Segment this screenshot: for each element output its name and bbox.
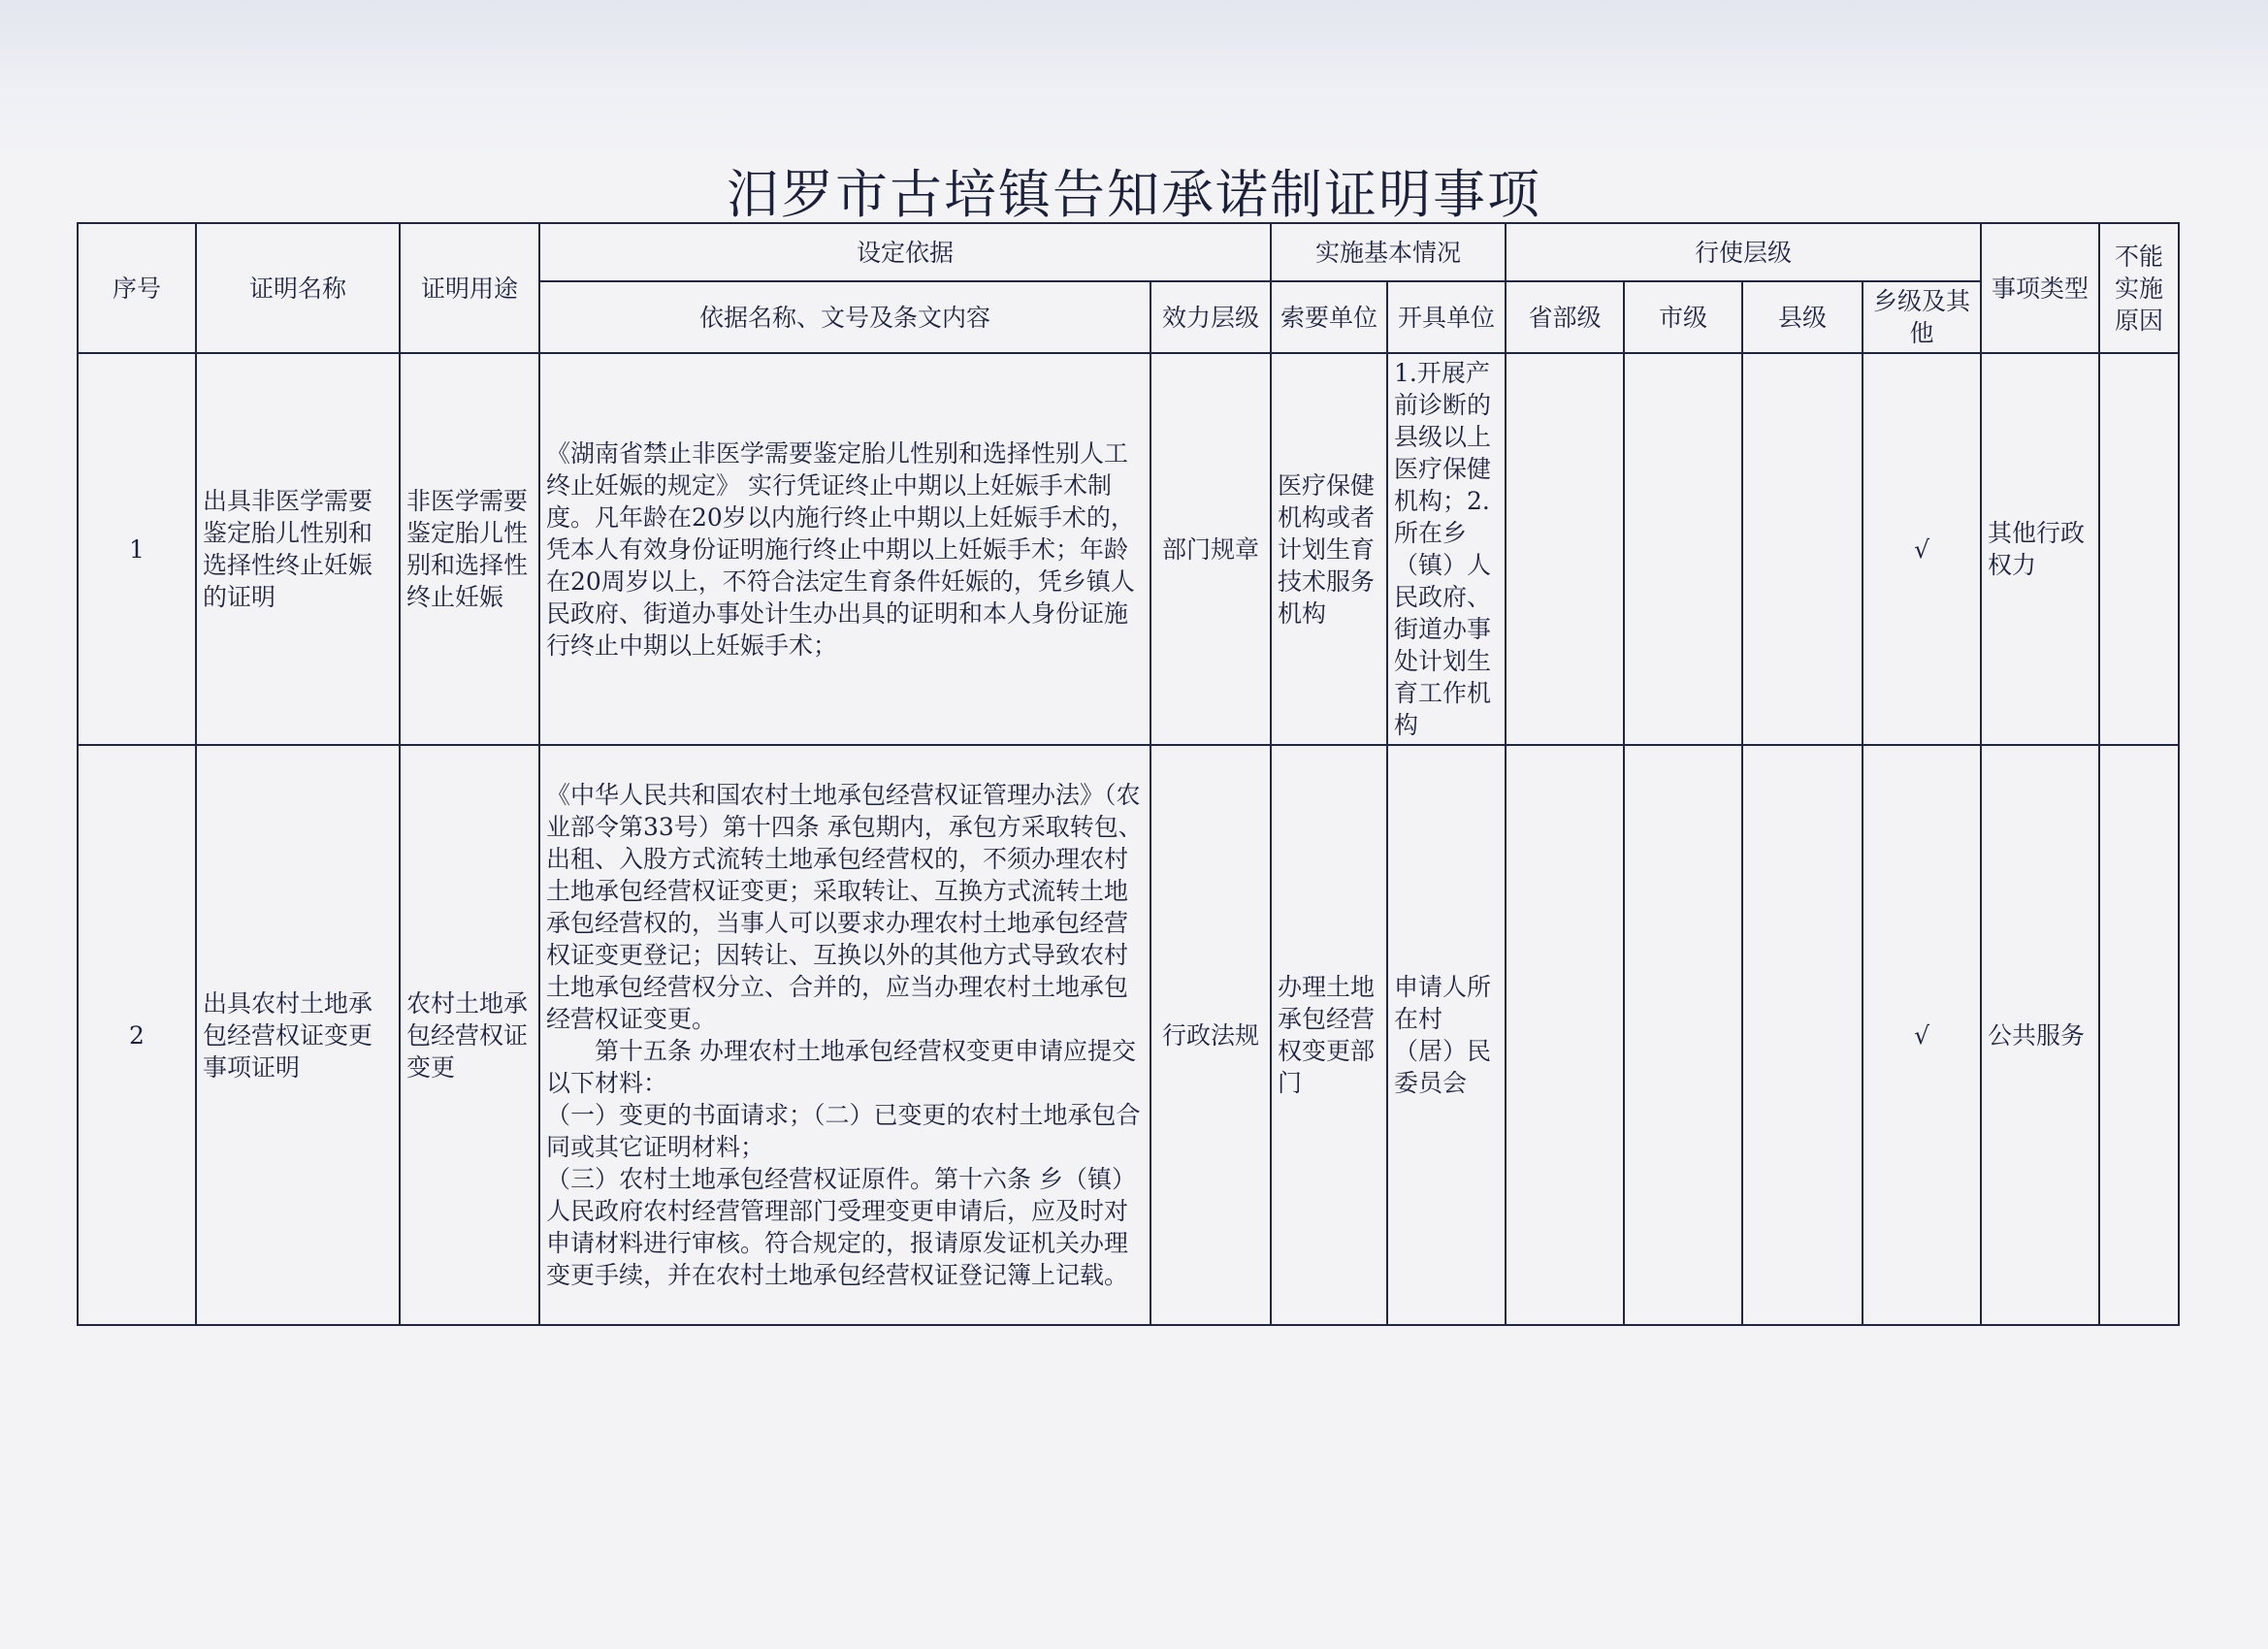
basis-paragraph: 《中华人民共和国农村土地承包经营权证管理办法》（农业部令第33号）第十四条 承包期内，承包方采取转包、出租、入股方式流转土地承包经营权的，不须办理农村土地承包经营权证变更；采取转让、互换方式流转土地承包经营权的，当事人可以要求办理农村土地承包经营权证变更登记；因转让、互换以外的其他方式导致农村土地承包经营权分立、合并的，应当办理农村土地承包经营权证变更。 xyxy=(546,781,1143,1033)
certification-table xyxy=(77,222,2180,1326)
header-basis-content: 依据名称、文号及条文内容 xyxy=(539,281,1150,353)
header-impl-group: 实施基本情况 xyxy=(1271,223,1506,281)
header-city: 市级 xyxy=(1624,281,1742,353)
row-item-type: 其他行政权力 xyxy=(1981,353,2099,745)
header-row-1 xyxy=(78,223,2179,281)
row-no-impl-reason xyxy=(2099,353,2179,745)
header-cert-name: 证明名称 xyxy=(196,223,400,353)
row-request-unit: 办理土地承包经营权变更部门 xyxy=(1271,745,1387,1325)
row-county xyxy=(1742,353,1863,745)
table-row xyxy=(78,745,2179,1325)
page-title: 汨罗市古培镇告知承诺制证明事项 xyxy=(727,164,1541,225)
header-no-impl-reason: 不能实施原因 xyxy=(2099,223,2179,353)
row-item-type: 公共服务 xyxy=(1981,745,2099,1325)
basis-paragraph: （一）变更的书面请求；（二）已变更的农村土地承包合同或其它证明材料； xyxy=(546,1101,1141,1161)
scan-shading xyxy=(0,0,2268,155)
header-issue-unit: 开具单位 xyxy=(1387,281,1506,353)
row-effect-level: 行政法规 xyxy=(1150,745,1271,1325)
row-seq: 2 xyxy=(78,745,196,1325)
basis-paragraph: （三）农村土地承包经营权证原件。第十六条 乡（镇）人民政府农村经营管理部门受理变更申请后，应及时对申请材料进行审核。符合规定的，报请原发证机关办理变更手续，并在农村土地承包经营权证登记簿上记载。 xyxy=(546,1165,1136,1289)
header-township: 乡级及其他 xyxy=(1863,281,1981,353)
row-city xyxy=(1624,353,1742,745)
header-item-type: 事项类型 xyxy=(1981,223,2099,353)
table-row xyxy=(78,353,2179,745)
basis-paragraph: 《湖南省禁止非医学需要鉴定胎儿性别和选择性别人工终止妊娠的规定》 实行凭证终止中期以上妊娠手术制度。凡年龄在20岁以内施行终止中期以上妊娠手术的，凭本人有效身份证明施行终止中期以上妊娠手术；年龄在20周岁以上，不符合法定生育条件妊娠的，凭乡镇人民政府、街道办事处计生办出具的证明和本人身份证施行终止中期以上妊娠手术； xyxy=(546,438,1135,660)
row-cert-name: 出具农村土地承包经营权证变更事项证明 xyxy=(196,745,400,1325)
header-basis-group: 设定依据 xyxy=(539,223,1271,281)
row-cert-use: 非医学需要鉴定胎儿性别和选择性终止妊娠 xyxy=(400,353,539,745)
row-township-check: √ xyxy=(1863,353,1981,745)
row-issue-unit: 申请人所在村（居）民委员会 xyxy=(1387,745,1506,1325)
header-effect-level: 效力层级 xyxy=(1150,281,1271,353)
row-request-unit: 医疗保健机构或者计划生育技术服务机构 xyxy=(1271,353,1387,745)
row-province xyxy=(1506,353,1624,745)
row-cert-use: 农村土地承包经营权证变更 xyxy=(400,745,539,1325)
row-no-impl-reason xyxy=(2099,745,2179,1325)
row-basis xyxy=(539,353,1150,745)
header-province: 省部级 xyxy=(1506,281,1624,353)
row-cert-name: 出具非医学需要鉴定胎儿性别和选择性终止妊娠的证明 xyxy=(196,353,400,745)
header-county: 县级 xyxy=(1742,281,1863,353)
row-effect-level: 部门规章 xyxy=(1150,353,1271,745)
row-city xyxy=(1624,745,1742,1325)
header-seq: 序号 xyxy=(78,223,196,353)
header-level-group: 行使层级 xyxy=(1506,223,1981,281)
header-request-unit: 索要单位 xyxy=(1271,281,1387,353)
row-province xyxy=(1506,745,1624,1325)
row-township-check: √ xyxy=(1863,745,1981,1325)
row-issue-unit: 1.开展产前诊断的县级以上医疗保健机构；2.所在乡（镇）人民政府、街道办事处计划生育工作机构 xyxy=(1387,353,1506,745)
row-basis xyxy=(539,745,1150,1325)
row-county xyxy=(1742,745,1863,1325)
header-cert-use: 证明用途 xyxy=(400,223,539,353)
basis-paragraph: 第十五条 办理农村土地承包经营权变更申请应提交以下材料： xyxy=(546,1037,1136,1097)
row-seq: 1 xyxy=(78,353,196,745)
